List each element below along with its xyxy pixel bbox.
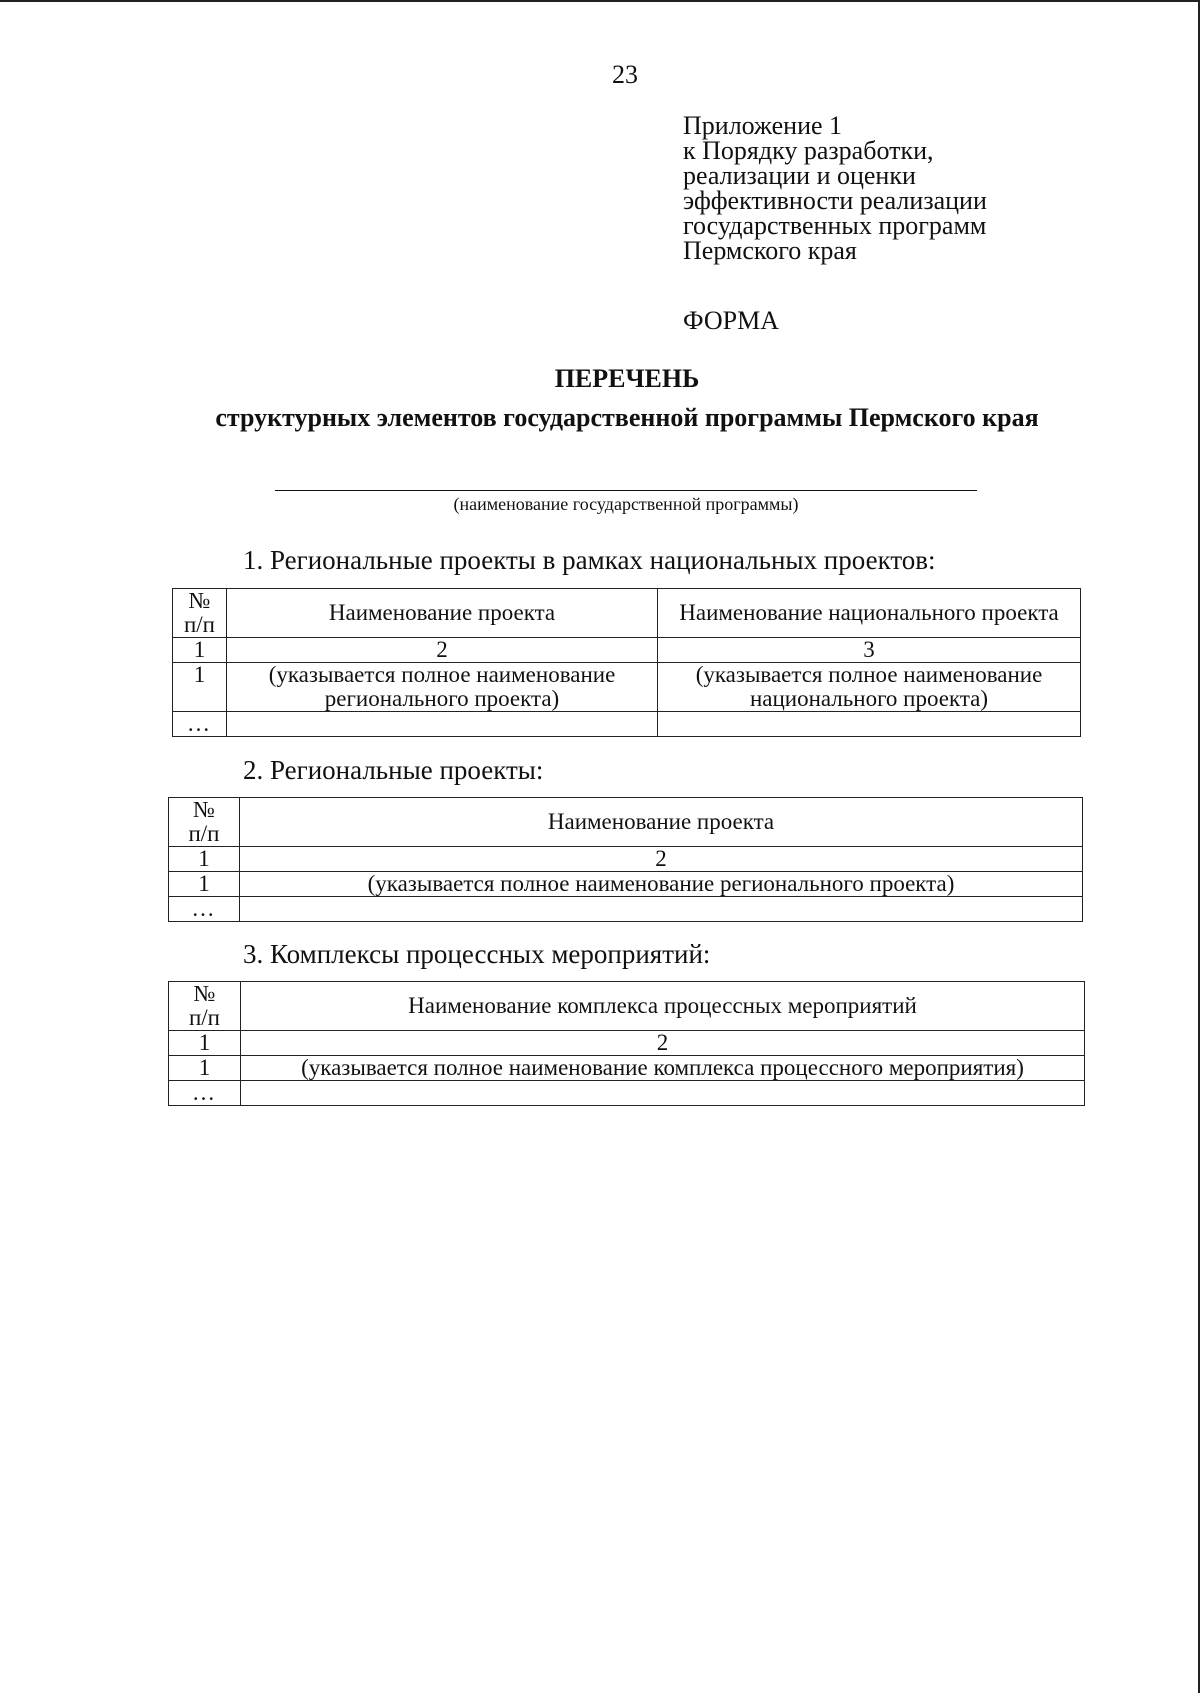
col-complex-header: Наименование комплекса процессных мероприятий bbox=[241, 982, 1085, 1031]
appendix-line: Пермского края bbox=[683, 236, 857, 265]
ellipsis-cell: ... bbox=[173, 712, 227, 737]
appendix-line: эффективности реализации bbox=[683, 186, 987, 215]
empty-cell bbox=[241, 1081, 1085, 1106]
appendix-block bbox=[683, 113, 987, 263]
index-cell: 3 bbox=[658, 638, 1081, 663]
appendix-line: к Порядку разработки, bbox=[683, 136, 934, 165]
table-ellipsis-row bbox=[169, 897, 1083, 922]
table-row bbox=[169, 1056, 1085, 1081]
col-number-symbol: № bbox=[193, 981, 216, 1006]
row-project-line: (указывается полное наименование bbox=[268, 662, 616, 687]
table-row bbox=[173, 663, 1081, 712]
index-cell: 1 bbox=[173, 638, 227, 663]
index-cell: 1 bbox=[169, 847, 240, 872]
row-national bbox=[658, 663, 1081, 712]
index-cell: 2 bbox=[240, 847, 1083, 872]
table-header-row bbox=[169, 798, 1083, 847]
index-cell: 2 bbox=[227, 638, 658, 663]
col-number-abbrev: п/п bbox=[188, 821, 220, 846]
document-subtitle: структурных элементов государственной программы Пермского края bbox=[215, 403, 1039, 432]
row-number: 1 bbox=[169, 1056, 241, 1081]
section3-heading: 3. Комплексы процессных мероприятий: bbox=[243, 939, 711, 969]
ellipsis-cell: ... bbox=[169, 1081, 241, 1106]
table-index-row bbox=[169, 847, 1083, 872]
table-header-row bbox=[169, 982, 1085, 1031]
section2-heading: 2. Региональные проекты: bbox=[243, 755, 544, 785]
row-project bbox=[227, 663, 658, 712]
program-name-line bbox=[275, 490, 977, 491]
appendix-line: государственных программ bbox=[683, 211, 987, 240]
table-header-row bbox=[173, 589, 1081, 638]
page-number: 23 bbox=[612, 60, 638, 89]
empty-cell bbox=[240, 897, 1083, 922]
col-project-header: Наименование проекта bbox=[227, 589, 658, 638]
col-number-abbrev: п/п bbox=[183, 612, 215, 637]
section3-table bbox=[168, 981, 1085, 1106]
index-cell: 2 bbox=[241, 1031, 1085, 1056]
empty-cell bbox=[658, 712, 1081, 737]
appendix-line: Приложение 1 bbox=[683, 111, 843, 140]
row-number: 1 bbox=[169, 872, 240, 897]
col-number-header bbox=[169, 798, 240, 847]
col-number-symbol: № bbox=[188, 588, 211, 613]
index-cell: 1 bbox=[169, 1031, 241, 1056]
table-ellipsis-row bbox=[173, 712, 1081, 737]
section1-table bbox=[172, 588, 1081, 737]
empty-cell bbox=[227, 712, 658, 737]
section2-table bbox=[168, 797, 1083, 922]
section1-heading: 1. Региональные проекты в рамках национальных проектов: bbox=[243, 545, 936, 575]
row-project: (указывается полное наименование регионального проекта) bbox=[240, 872, 1083, 897]
col-number-symbol: № bbox=[193, 797, 215, 822]
col-number-header bbox=[173, 589, 227, 638]
table-ellipsis-row bbox=[169, 1081, 1085, 1106]
appendix-line: реализации и оценки bbox=[683, 161, 916, 190]
row-number: 1 bbox=[173, 663, 227, 712]
table-index-row bbox=[169, 1031, 1085, 1056]
table-index-row bbox=[173, 638, 1081, 663]
col-national-header: Наименование национального проекта bbox=[658, 589, 1081, 638]
document-title: ПЕРЕЧЕНЬ bbox=[554, 364, 700, 393]
table-row bbox=[169, 872, 1083, 897]
row-national-line: (указывается полное наименование bbox=[695, 662, 1043, 687]
row-national-line: национального проекта) bbox=[749, 686, 989, 711]
ellipsis-cell: ... bbox=[169, 897, 240, 922]
program-name-caption: (наименование государственной программы) bbox=[453, 494, 799, 514]
form-label: ФОРМА bbox=[683, 306, 779, 335]
row-complex: (указывается полное наименование комплекса процессного мероприятия) bbox=[241, 1056, 1085, 1081]
col-number-abbrev: п/п bbox=[188, 1005, 220, 1030]
row-project-line: регионального проекта) bbox=[324, 686, 560, 711]
col-project-header: Наименование проекта bbox=[240, 798, 1083, 847]
col-number-header bbox=[169, 982, 241, 1031]
